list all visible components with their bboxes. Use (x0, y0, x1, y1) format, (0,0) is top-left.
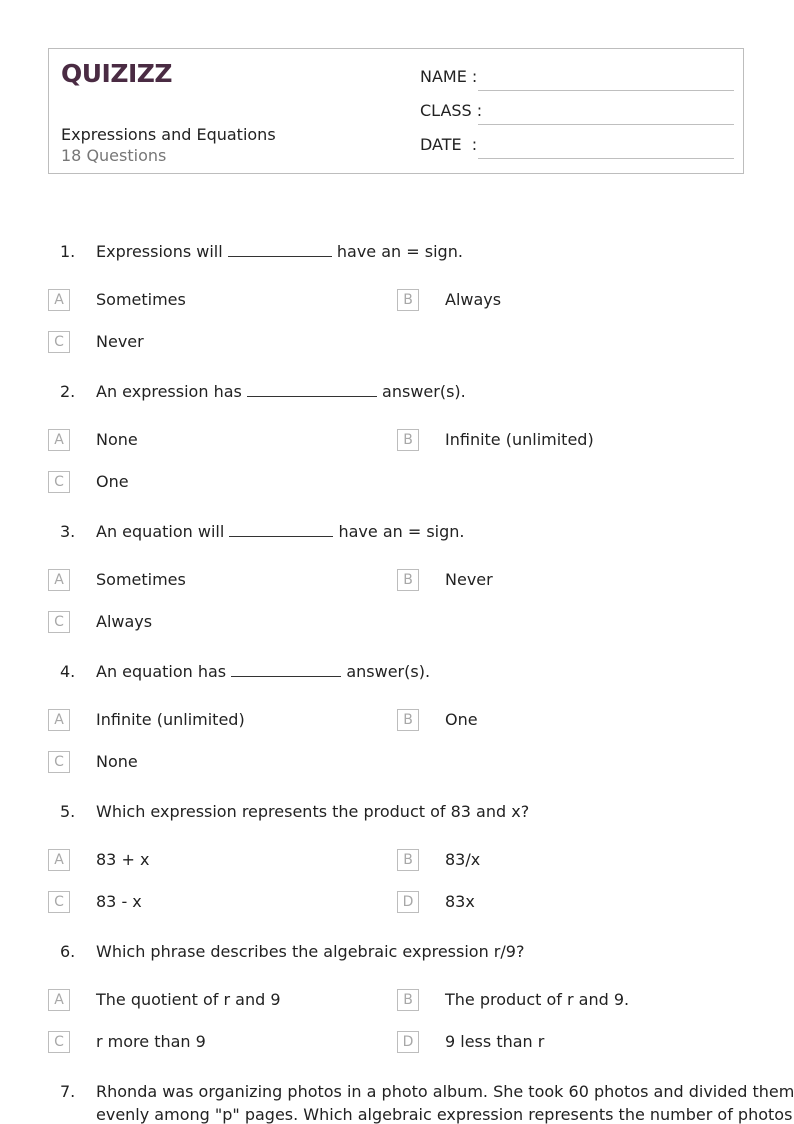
option-letter-box: C (48, 331, 70, 353)
option-letter-box: B (397, 429, 419, 451)
option-letter-box: A (48, 849, 70, 871)
option-letter-box: C (48, 471, 70, 493)
question-number: 3. (60, 522, 76, 541)
question-number: 4. (60, 662, 76, 681)
question-count: 18 Questions (61, 146, 167, 165)
option-text: None (96, 752, 138, 771)
date-label: DATE : (420, 135, 478, 154)
name-field[interactable] (420, 67, 734, 91)
option-text: Sometimes (96, 570, 186, 589)
option-text: 83 - x (96, 892, 142, 911)
option-letter-box: B (397, 289, 419, 311)
option-text: 83x (445, 892, 475, 911)
option-letter-box: B (397, 989, 419, 1011)
option-text: None (96, 430, 138, 449)
option-letter-box: D (397, 891, 419, 913)
worksheet-header (48, 48, 744, 174)
date-field[interactable] (420, 135, 734, 159)
option-text: Always (96, 612, 153, 631)
question-text: An expression has answer(s). (96, 382, 466, 401)
option-text: 83/x (445, 850, 481, 869)
option-text: Sometimes (96, 290, 186, 309)
question-text: Which phrase describes the algebraic expression r/9? (96, 942, 525, 961)
option-text: One (445, 710, 478, 729)
question-text-line-2: evenly among "p" pages. Which algebraic expression represents the number of photos (96, 1105, 793, 1124)
answer-blank (228, 242, 332, 257)
option-text: 9 less than r (445, 1032, 545, 1051)
option-text: Infinite (unlimited) (96, 710, 245, 729)
question-text-line-1: Rhonda was organizing photos in a photo album. She took 60 photos and divided them (96, 1082, 794, 1101)
option-letter-box: A (48, 989, 70, 1011)
answer-blank (229, 522, 333, 537)
option-text: Never (445, 570, 493, 589)
option-letter-box: C (48, 1031, 70, 1053)
option-text: The product of r and 9. (445, 990, 630, 1009)
worksheet-title: Expressions and Equations (61, 125, 276, 144)
option-letter-box: C (48, 751, 70, 773)
option-letter-box: A (48, 569, 70, 591)
option-text: r more than 9 (96, 1032, 206, 1051)
option-letter-box: A (48, 289, 70, 311)
option-letter-box: C (48, 611, 70, 633)
question-number: 7. (60, 1082, 76, 1101)
name-line[interactable] (478, 90, 734, 91)
class-line[interactable] (478, 124, 734, 125)
answer-blank (247, 382, 377, 397)
question-number: 5. (60, 802, 76, 821)
question-number: 2. (60, 382, 76, 401)
quizizz-logo: QUIZIZZ (61, 59, 173, 88)
question-text: Expressions will have an = sign. (96, 242, 463, 261)
question-text: Which expression represents the product of 83 and x? (96, 802, 530, 821)
option-text: Never (96, 332, 144, 351)
answer-blank (231, 662, 341, 677)
class-label: CLASS : (420, 101, 483, 120)
option-text: Infinite (unlimited) (445, 430, 594, 449)
name-label: NAME : (420, 67, 478, 86)
option-letter-box: A (48, 709, 70, 731)
option-letter-box: D (397, 1031, 419, 1053)
option-text: The quotient of r and 9 (96, 990, 281, 1009)
option-text: 83 + x (96, 850, 150, 869)
option-letter-box: A (48, 429, 70, 451)
option-letter-box: C (48, 891, 70, 913)
option-text: One (96, 472, 129, 491)
option-letter-box: B (397, 849, 419, 871)
option-text: Always (445, 290, 502, 309)
question-text: An equation will have an = sign. (96, 522, 465, 541)
option-letter-box: B (397, 569, 419, 591)
question-number: 6. (60, 942, 76, 961)
option-letter-box: B (397, 709, 419, 731)
question-number: 1. (60, 242, 76, 261)
class-field[interactable] (420, 101, 734, 125)
date-line[interactable] (478, 158, 734, 159)
question-text: An equation has answer(s). (96, 662, 431, 681)
